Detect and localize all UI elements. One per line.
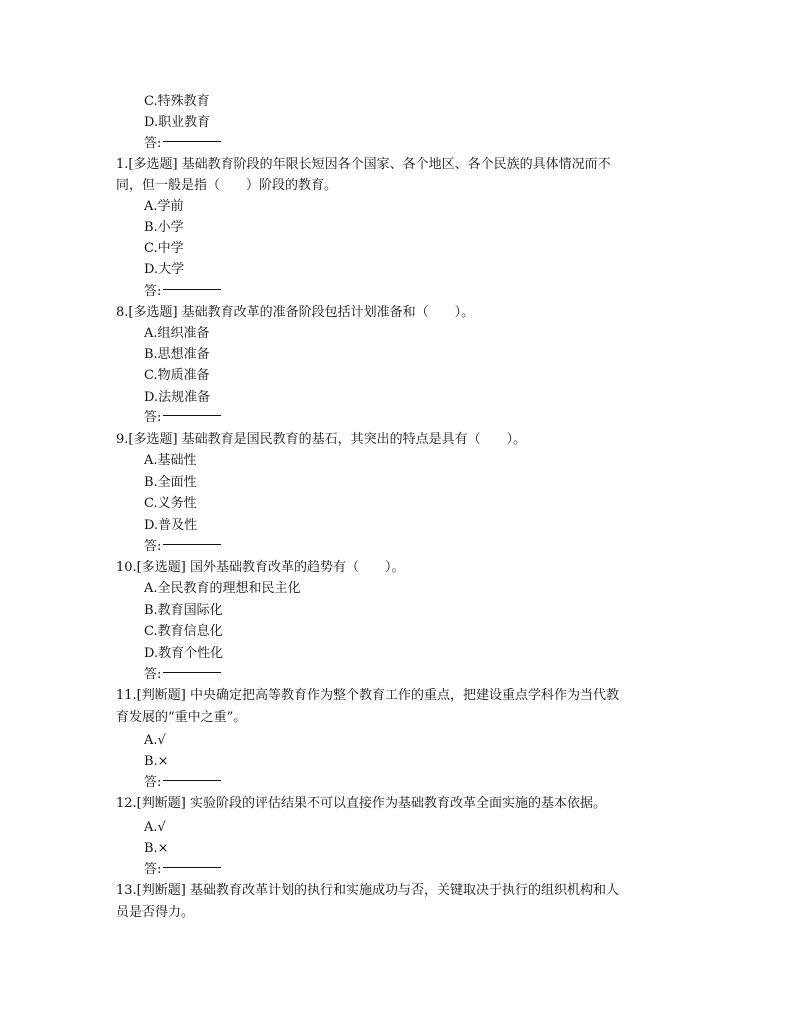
- answer-option: [144, 218, 184, 238]
- answer-option: [144, 324, 210, 344]
- answer-line: [144, 665, 221, 685]
- question-line: [116, 686, 619, 706]
- option-text: C.教育信息化: [144, 624, 223, 639]
- option-text: D.普及性: [144, 518, 198, 533]
- option-text: B.小学: [144, 220, 184, 235]
- question-line: [116, 155, 611, 175]
- answer-option: [144, 345, 210, 365]
- option-text: A.√: [144, 733, 166, 748]
- question-text: 9.[多选题] 基础教育是国民教育的基石，其突出的特点是具有（ ）。: [116, 432, 527, 447]
- question-line: [116, 176, 337, 196]
- answer-option: [144, 473, 197, 493]
- answer-option: [144, 516, 197, 536]
- answer-option: [144, 260, 184, 280]
- question-text: 同，但一般是指（ ）阶段的教育。: [116, 178, 338, 193]
- option-text: A.全民教育的理想和民主化: [144, 581, 301, 596]
- answer-option: [144, 731, 166, 751]
- answer-blank: [163, 867, 221, 868]
- answer-option: [144, 451, 197, 471]
- answer-option: [144, 197, 184, 217]
- answer-option: [144, 494, 197, 514]
- option-text: A.学前: [144, 199, 184, 214]
- option-text: C.特殊教育: [144, 94, 210, 109]
- option-text: C.中学: [144, 241, 184, 256]
- question-text: 8.[多选题] 基础教育改革的准备阶段包括计划准备和（ ）。: [116, 305, 475, 320]
- answer-label: 答:: [144, 284, 162, 299]
- option-text: B.×: [144, 841, 169, 856]
- question-line: [116, 708, 246, 728]
- option-text: D.大学: [144, 262, 185, 277]
- question-text: 12.[判断题] 实验阶段的评估结果不可以直接作为基础教育改革全面实施的基本依据。: [116, 796, 606, 811]
- question-text: 1.[多选题] 基础教育阶段的年限长短因各个国家、各个地区、各个民族的具体情况而不: [116, 157, 611, 172]
- answer-option: [144, 839, 169, 859]
- question-text: 育发展的“重中之重”。: [116, 710, 247, 725]
- answer-option: [144, 752, 169, 772]
- option-text: B.教育国际化: [144, 603, 223, 618]
- answer-option: [144, 92, 210, 112]
- answer-blank: [163, 780, 221, 781]
- question-line: [116, 430, 526, 450]
- answer-blank: [163, 141, 221, 142]
- question-line: [116, 881, 619, 901]
- answer-blank: [163, 415, 221, 416]
- option-text: D.教育个性化: [144, 646, 224, 661]
- answer-line: [144, 537, 221, 557]
- answer-option: [144, 388, 210, 408]
- option-text: C.义务性: [144, 496, 197, 511]
- question-text: 11.[判断题] 中央确定把高等教育作为整个教育工作的重点，把建设重点学科作为当代教: [116, 688, 619, 703]
- answer-option: [144, 601, 223, 621]
- option-text: D.职业教育: [144, 115, 211, 130]
- option-text: B.思想准备: [144, 347, 210, 362]
- answer-line: [144, 860, 221, 880]
- question-text: 员是否得力。: [116, 905, 195, 920]
- option-text: C.物质准备: [144, 368, 210, 383]
- option-text: D.法规准备: [144, 390, 211, 405]
- answer-option: [144, 622, 223, 642]
- answer-line: [144, 134, 221, 154]
- option-text: A.√: [144, 820, 166, 835]
- answer-label: 答:: [144, 136, 162, 151]
- answer-option: [144, 818, 166, 838]
- question-line: [116, 558, 404, 578]
- answer-blank: [163, 544, 221, 545]
- question-line: [116, 794, 606, 814]
- question-text: 13.[判断题] 基础教育改革计划的执行和实施成功与否，关键取决于执行的组织机构和人: [116, 883, 619, 898]
- option-text: B.×: [144, 754, 169, 769]
- answer-label: 答:: [144, 667, 162, 682]
- answer-option: [144, 579, 301, 599]
- answer-label: 答:: [144, 539, 162, 554]
- answer-blank: [163, 289, 221, 290]
- answer-label: 答:: [144, 862, 162, 877]
- option-text: A.组织准备: [144, 326, 210, 341]
- answer-line: [144, 282, 221, 302]
- option-text: A.基础性: [144, 453, 197, 468]
- question-text: 10.[多选题] 国外基础教育改革的趋势有（ ）。: [116, 560, 405, 575]
- question-line: [116, 903, 194, 923]
- answer-option: [144, 239, 184, 259]
- answer-line: [144, 408, 221, 428]
- answer-option: [144, 644, 223, 664]
- answer-option: [144, 366, 210, 386]
- answer-blank: [163, 672, 221, 673]
- answer-label: 答:: [144, 410, 162, 425]
- answer-line: [144, 773, 221, 793]
- question-line: [116, 303, 474, 323]
- option-text: B.全面性: [144, 475, 197, 490]
- answer-option: [144, 113, 210, 133]
- answer-label: 答:: [144, 775, 162, 790]
